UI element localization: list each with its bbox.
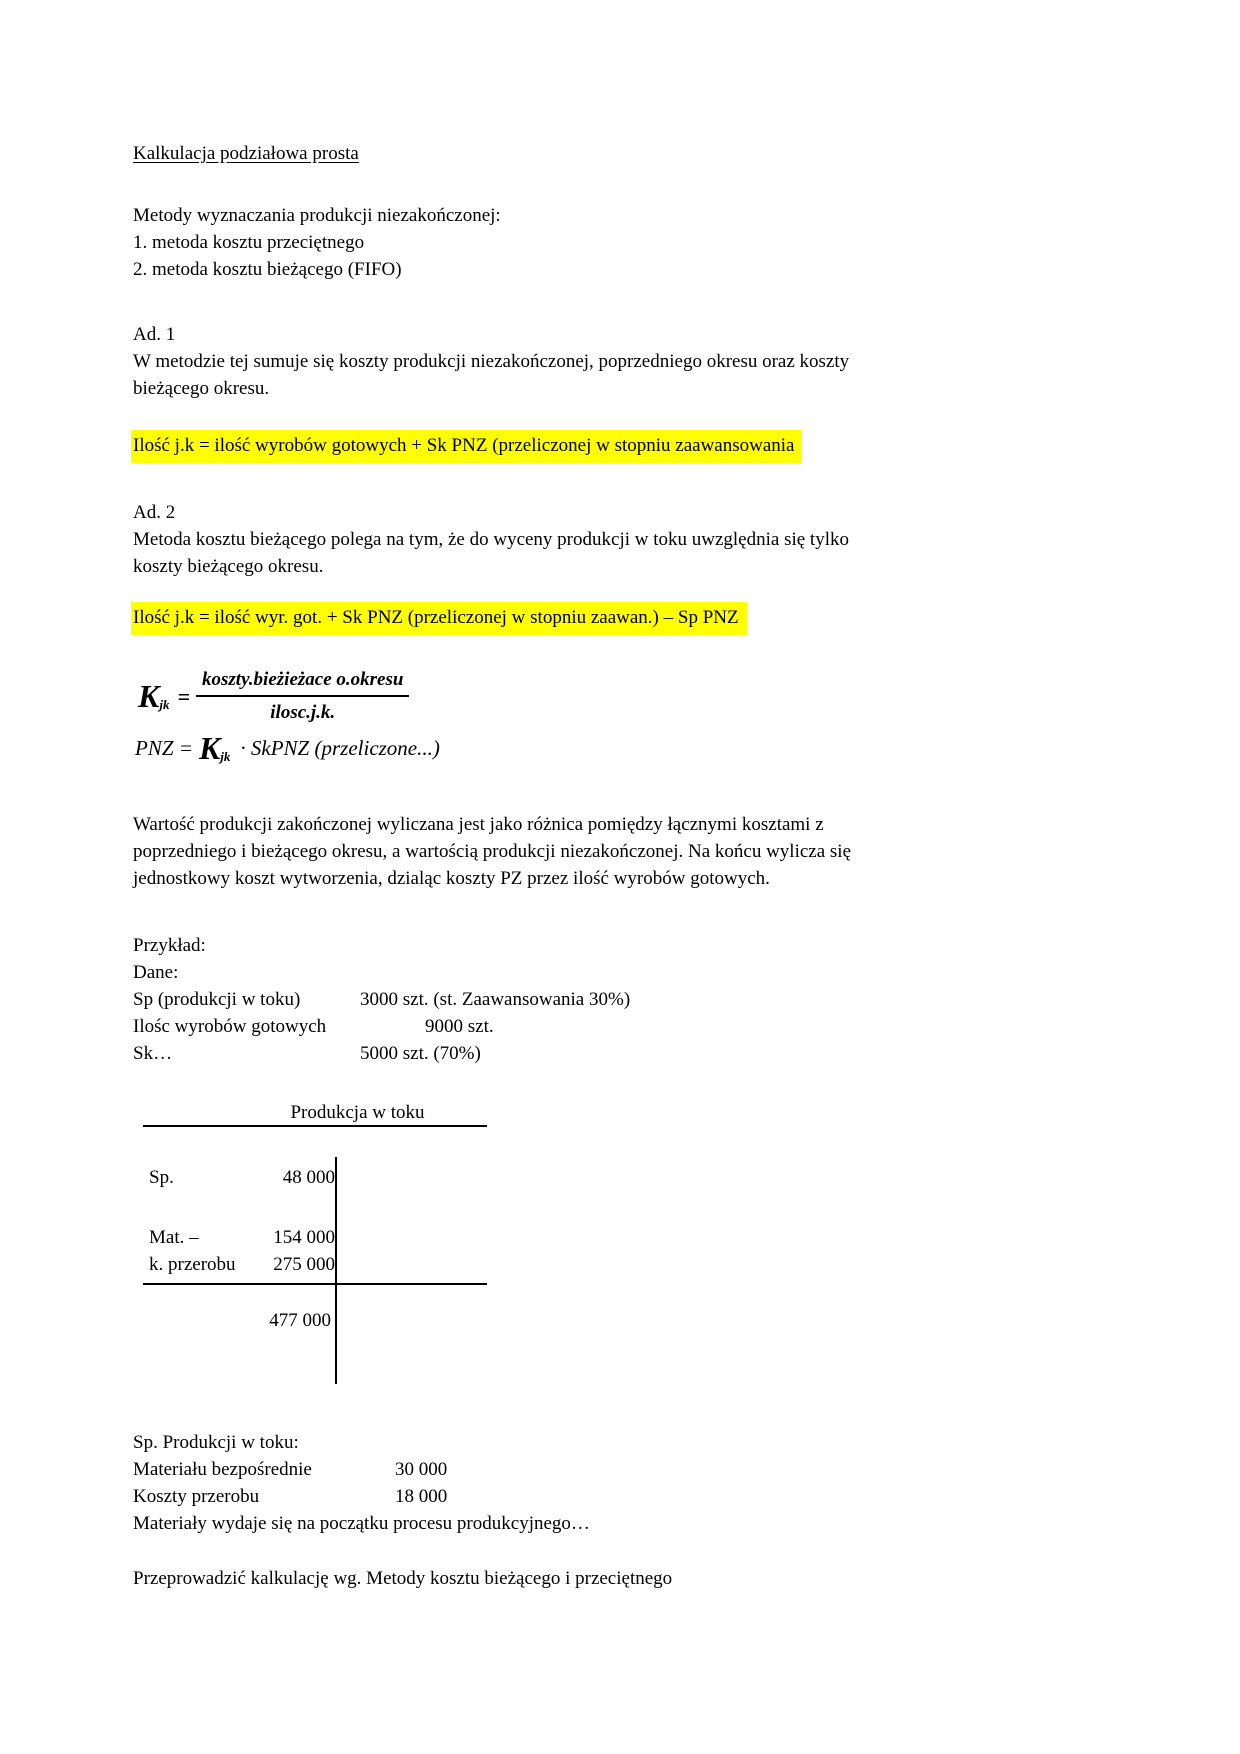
example-row xyxy=(133,986,1110,1013)
ad2-line: Metoda kosztu bieżącego polega na tym, że do wyceny produkcji w toku uwzględnia się tylko xyxy=(133,529,849,550)
example-row-label: Sk… xyxy=(133,1043,173,1064)
opening-balance-row xyxy=(133,1483,1110,1510)
example-row-value: 3000 szt. (st. Zaawansowania 30%) xyxy=(360,989,631,1010)
ad2-section xyxy=(133,499,1110,580)
opening-balance-row-value: 18 000 xyxy=(395,1486,448,1507)
page-title: Kalkulacja podziałowa prosta xyxy=(133,143,359,164)
ad2-highlighted-formula: Ilość j.k = ilość wyr. got. + Sk PNZ (przeliczonej w stopniu zaawan.) – Sp PNZ xyxy=(131,602,747,635)
kjk-fraction xyxy=(196,666,409,726)
pnz-k-subscript: jk xyxy=(220,748,231,764)
example-heading: Przykład: xyxy=(133,935,206,956)
opening-balance-row-label: Koszty przerobu xyxy=(133,1486,260,1507)
t-account-body xyxy=(143,1127,487,1389)
pnz-lhs: PNZ = xyxy=(135,735,193,760)
ad1-section xyxy=(133,321,1110,402)
task-line: Przeprowadzić kalkulację wg. Metody kosztu bieżącego i przeciętnego xyxy=(133,1568,673,1589)
ad1-label: Ad. 1 xyxy=(133,324,176,345)
example-row-label: Ilośc wyrobów gotowych xyxy=(133,1016,327,1037)
description-line: jednostkowy koszt wytworzenia, dzialąc koszty PZ przez ilość wyrobów gotowych. xyxy=(133,868,770,889)
t-account-row xyxy=(143,1164,335,1191)
t-account xyxy=(143,1099,487,1389)
example-row-value: 5000 szt. (70%) xyxy=(360,1043,481,1064)
example-row-value: 9000 szt. xyxy=(425,1016,494,1037)
kjk-equals: = xyxy=(177,683,191,709)
t-account-row-label: Mat. – xyxy=(149,1227,199,1248)
pnz-k-symbol: K xyxy=(198,729,221,766)
example-row xyxy=(133,1013,1110,1040)
t-account-row-label: k. przerobu xyxy=(149,1254,236,1275)
methods-section xyxy=(133,202,1110,283)
description-line: Wartość produkcji zakończonej wyliczana jest jako różnica pomiędzy łącznymi kosztami z xyxy=(133,814,824,835)
method-item: 2. metoda kosztu bieżącego (FIFO) xyxy=(133,259,402,280)
t-account-row-value: 154 000 xyxy=(273,1227,335,1248)
kjk-formula xyxy=(138,665,1110,727)
ad1-line: W metodzie tej sumuje się koszty produkcji niezakończonej, poprzedniego okresu oraz koszty xyxy=(133,351,850,372)
example-section xyxy=(133,932,1110,1067)
t-account-row-label: Sp. xyxy=(149,1167,174,1188)
description-paragraph xyxy=(133,811,1110,892)
kjk-numerator: koszty.bieżieżace o.okresu xyxy=(196,666,409,697)
ad1-line: bieżącego okresu. xyxy=(133,378,270,399)
kjk-denominator: ilosc.j.k. xyxy=(270,702,336,723)
opening-balance-row-value: 30 000 xyxy=(395,1459,448,1480)
kjk-symbol: K xyxy=(138,677,160,714)
opening-balance-row xyxy=(133,1456,1110,1483)
methods-heading: Metody wyznaczania produkcji niezakończonej: xyxy=(133,205,501,226)
method-item: 1. metoda kosztu przeciętnego xyxy=(133,232,365,253)
pnz-formula xyxy=(135,727,1110,769)
t-account-sum-line xyxy=(143,1283,487,1285)
ad2-label: Ad. 2 xyxy=(133,502,176,523)
ad1-highlighted-formula: Ilość j.k = ilość wyrobów gotowych + Sk PNZ (przeliczonej w stopniu zaawansowania xyxy=(131,430,802,463)
description-line: poprzedniego i bieżącego okresu, a wartością produkcji niezakończonej. Na końcu wylicza się xyxy=(133,841,852,862)
kjk-subscript: jk xyxy=(159,696,170,712)
ad2-line: koszty bieżącego okresu. xyxy=(133,556,324,577)
t-account-row xyxy=(143,1251,335,1278)
pnz-rhs: · SkPNZ (przeliczone...) xyxy=(240,735,440,760)
opening-balance-heading: Sp. Produkcji w toku: xyxy=(133,1432,299,1453)
t-account-row-value: 275 000 xyxy=(273,1254,335,1275)
t-account-row xyxy=(143,1224,335,1251)
opening-balance-note: Materiały wydaje się na początku procesu produkcyjnego… xyxy=(133,1513,590,1534)
opening-balance-row-label: Materiału bezpośrednie xyxy=(133,1459,312,1480)
opening-balance-section xyxy=(133,1429,1110,1537)
t-account-vertical-line xyxy=(335,1157,337,1384)
example-data-label: Dane: xyxy=(133,962,179,983)
example-row xyxy=(133,1040,1110,1067)
example-row-label: Sp (produkcji w toku) xyxy=(133,989,301,1010)
t-account-title: Produkcja w toku xyxy=(143,1099,487,1127)
t-account-row-value: 48 000 xyxy=(282,1167,335,1188)
t-account-total: 477 000 xyxy=(269,1310,331,1331)
